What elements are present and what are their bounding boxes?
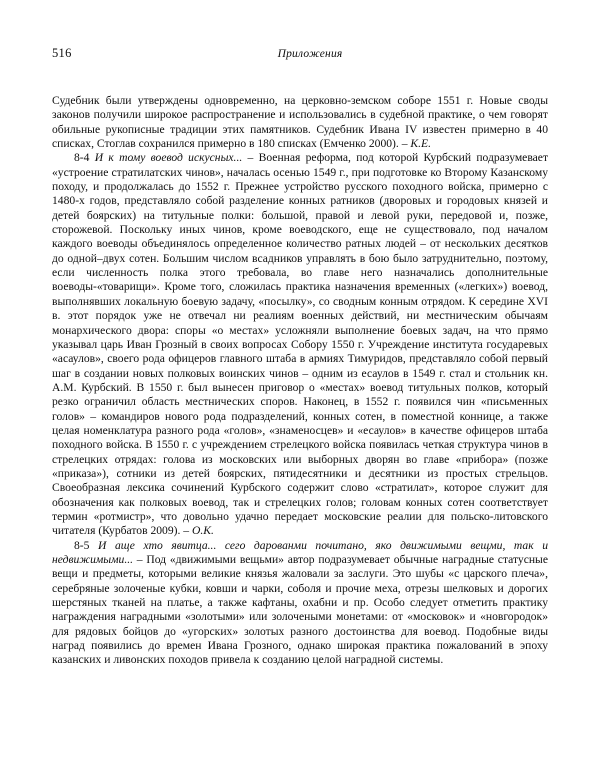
paragraph-1: Судебник были утверждены одновременно, на церковно-земском соборе 1551 г. Новые своды законов получили широкое распространение и использовались в судебной практике, о чем говорят обильные рукописные традиции этих памятников. Судебник Ивана IV известен примерно в 40 списках, Стоглав сохранился примерно в 180 списках (Емченко 2000). – К.Е. <box>52 94 548 151</box>
page-number: 516 <box>52 46 72 60</box>
body-text <box>52 94 548 668</box>
paragraph-3: 8-5 И аще хто явитца... сего дарованми почитано, яко движимыми вещми, так и недвижимыми... – Под «движимыми вещьми» автор подразумевает обычные наградные статусные вещи и предметы, которыми великие князья жаловали за заслуги. Это шубы «с царского плеча», серебряные золоченые кубки, ковши и чарки, соболя и прочие меха, отрезы шелковых и дорогих шерстяных тканей на платье, а также кафтаны, охабни и пр. Особо следует отметить практику награждения наградными «золотыми» или золочеными монетами: от «московок» и «новгородок» для рядовых бойцов до «угорских» золотых разного достоинства для воевод. Подобные виды наград появились до времен Ивана Грозного, однако широкая практика пожалований в эпоху казанских и ливонских походов привела к созданию целой наградной системы. <box>52 538 548 667</box>
running-title: Приложения <box>277 48 343 60</box>
paragraph-2: 8-4 И к тому воевод искусных... – Военная реформа, под которой Курбский подразумевает «устроение стратилатских чинов», началась осенью 1549 г., при подготовке ко Второму Казанскому походу, и продолжалась до 1552 г. Прежнее устройство русского походного войска, примерно с 1480-х годов, представляло собой разделение конных ратников (дворовых и городовых князей и детей боярских) на титульные полки: большой, правой и левой руки, передовой и, позже, сторожевой. Поскольку иных чинов, кроме воеводского, еще не существовало, под началом каждого воеводы объединялось определенное количество ратных людей – от нескольких десятков до одной–двух сотен. Большим числом всадников управлять в бою было затруднительно, поэтому, если численность полка этого требовала, во главе него назначались дополнительные воеводы-«товарищи». Кроме того, сложилась практика назначения временных («легких») воевод, выполнявших локальную боевую задачу, «посылку», со сводным конным отрядом. К середине XVI в. этот порядок уже не отвечал ни реалиям военных действий, ни местническим обычаям монархического двора: споры «о местах» усложняли выполнение боевых задач, на что прямо указывал царь Иван Грозный в своих вопросах Собору 1550 г. Учреждение института государевых «асаулов», своего рода офицеров главного штаба в армиях Тимуридов, представляло собой первый шаг в создании новых полковых воинских чинов – одним из есаулов в 1549 г. стал и стольник кн. А.М. Курбский. В 1550 г. был вынесен приговор о «местах» воевод титульных полков, который резко ограничил область местнических споров. Наконец, в 1552 г. появился чин «письменных голов» – командиров нового рода подразделений, конных сотен, в поместной коннице, а также целая номенклатура разного рода «голов», «знаменосцев» и «есаулов» в качестве офицеров штаба походного войска. В 1550 г. с учреждением стрелецкого войска появилась четкая структура чинов в стрелецких отрядах: голова из московских или выборных дворян во главе «прибора» (позже «приказа»), сотники из детей боярских, пятидесятники и десятники из простых стрельцов. Своеобразная лексика сочинений Курбского содержит слово «стратилат», которое служит для обозначения как полковых воевод, так и стрелецких голов; головам конных сотен соответствует термин «ротмистр», что довольно удачно передает московские реалии для польско-литовского читателя (Курбатов 2009). – О.К. <box>52 151 549 538</box>
page-header <box>52 46 548 68</box>
